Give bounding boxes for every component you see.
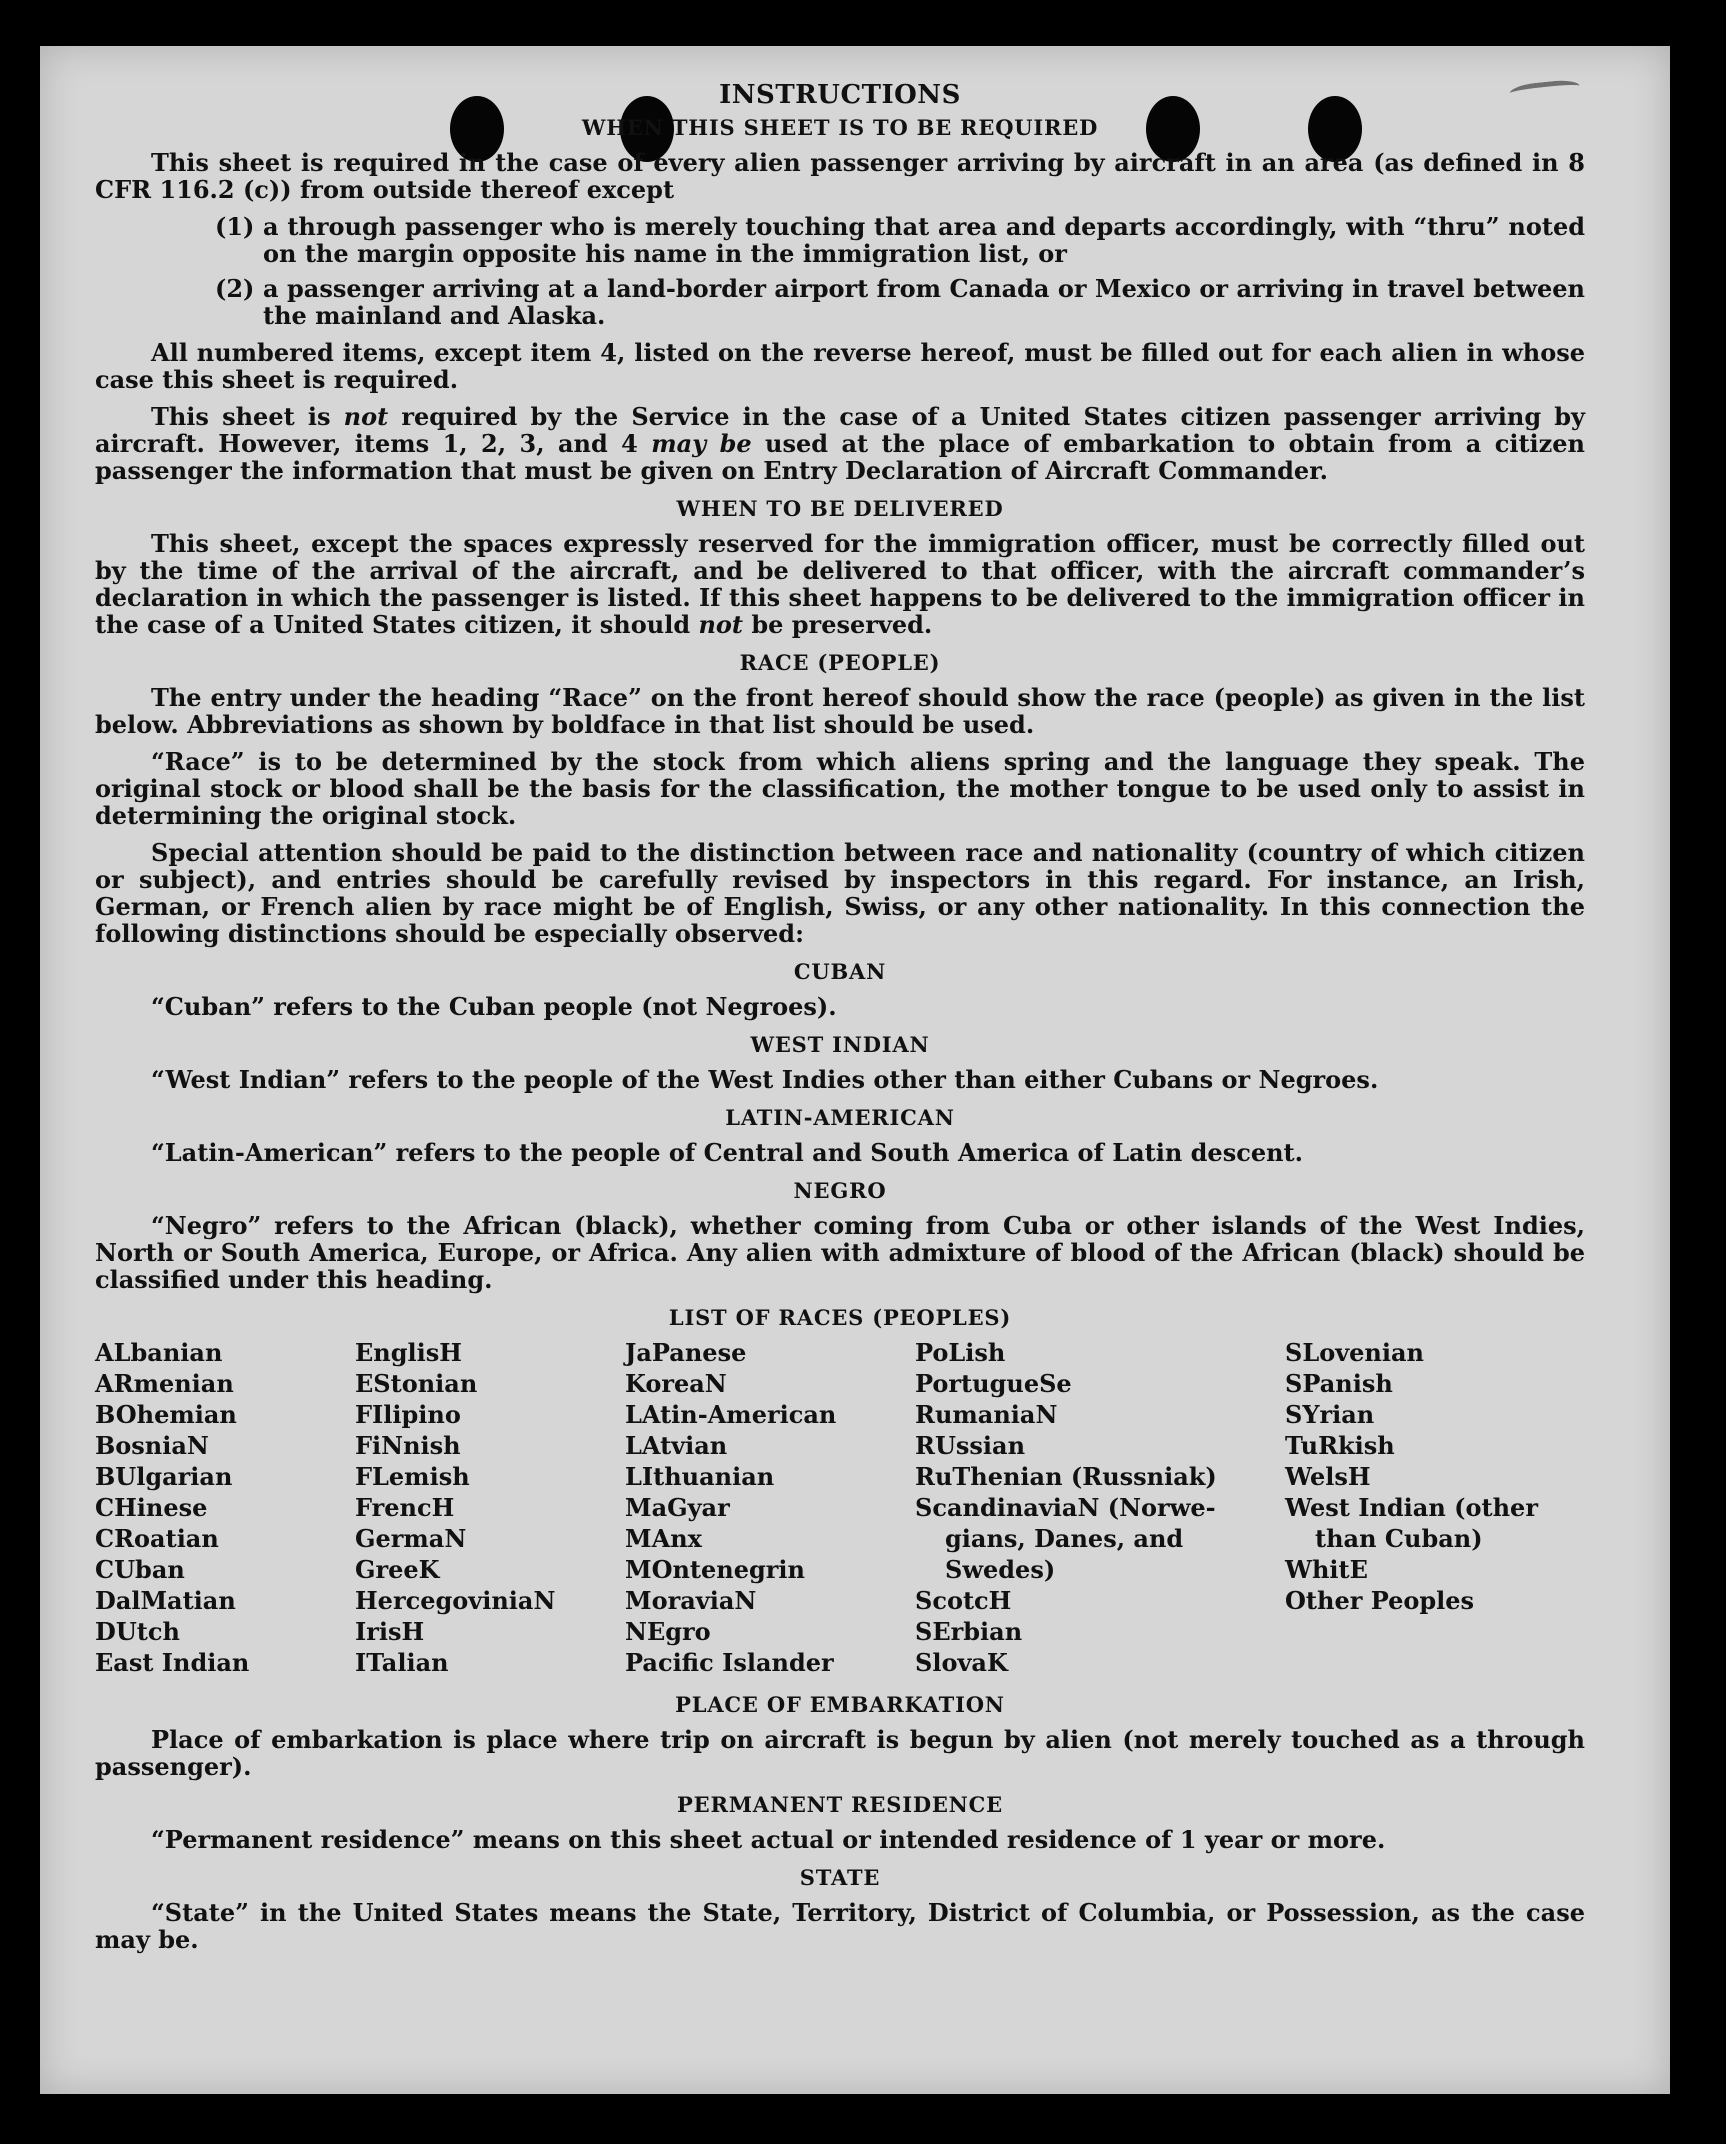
race-entry: MAnx — [625, 1524, 702, 1553]
race-list-heading: LIST OF RACES (PEOPLES) — [668, 1305, 1012, 1330]
race-entry: LIthuanian — [625, 1462, 775, 1491]
race-entry: HercegoviniaN — [355, 1586, 556, 1615]
race-entry: ARmenian — [95, 1369, 234, 1398]
race-entry: ScotcH — [915, 1586, 1012, 1615]
race-entry: GermaN — [355, 1524, 467, 1553]
exception-text: a passenger arriving at a land-border airport from Canada or Mexico or arriving in travel between the mainland and Alaska. — [263, 274, 1585, 330]
race-entry: FiNnish — [355, 1431, 461, 1460]
definition-heading: NEGRO — [793, 1178, 887, 1203]
race-entry: LAtin-American — [625, 1400, 837, 1429]
exception-number: (2) — [215, 274, 255, 303]
race-entry: MoraviaN — [625, 1586, 757, 1615]
race-entry: RUssian — [915, 1431, 1026, 1460]
race-entry: GreeK — [355, 1555, 440, 1584]
race-column — [95, 1339, 355, 1680]
citizen-text: This sheet is — [151, 402, 344, 431]
race-entry: East Indian — [95, 1648, 250, 1677]
citizen-paragraph — [95, 403, 1585, 484]
race-entry: West Indian (other — [1285, 1493, 1538, 1522]
required-intro: This sheet is required in the case of every alien passenger arriving by aircraft in an area (as defined in 8 CFR 116.2 (c)) from outside thereof except — [95, 148, 1585, 204]
definition-text: “Negro” refers to the African (black), whether coming from Cuba or other islands of the West Indies, North or South America, Europe, or Africa. Any alien with admixture of blood of the African (black) should be classified under this heading. — [95, 1211, 1585, 1294]
race-entry: DalMatian — [95, 1586, 236, 1615]
race-entry: NEgro — [625, 1617, 711, 1646]
race-entry: MaGyar — [625, 1493, 730, 1522]
race-entry: MOntenegrin — [625, 1555, 805, 1584]
citizen-emphasis: not — [343, 402, 389, 431]
race-entry: ALbanian — [95, 1338, 223, 1367]
definition-text: “West Indian” refers to the people of the West Indies other than either Cubans or Negroes. — [151, 1065, 1379, 1094]
race-entry: Swedes) — [945, 1555, 1056, 1584]
exception-item — [215, 275, 1585, 329]
race-entry: FrencH — [355, 1493, 455, 1522]
page-title: INSTRUCTIONS — [719, 80, 961, 110]
race-paragraph: “Race” is to be determined by the stock from which aliens spring and the language they speak. The original stock or blood shall be the basis for the classification, the mother tongue to be used only to assist in determining the original stock. — [95, 747, 1585, 830]
race-entry: BOhemian — [95, 1400, 237, 1429]
definition-heading: CUBAN — [793, 959, 887, 984]
exception-text: a through passenger who is merely touching that area and departs accordingly, with “thru” noted on the margin opposite his name in the immigration list, or — [263, 212, 1585, 268]
race-entry: CHinese — [95, 1493, 208, 1522]
definition-text: “Cuban” refers to the Cuban people (not Negroes). — [151, 992, 837, 1021]
state-paragraph: “State” in the United States means the State, Territory, District of Columbia, or Possession, as the case may be. — [95, 1898, 1585, 1954]
race-entry: FIlipino — [355, 1400, 461, 1429]
delivered-text: This sheet, except the spaces expressly reserved for the immigration officer, must be correctly filled out by the time of the arrival of the aircraft, and be delivered to that officer, with the aircraft commander’s declaration in which the passenger is listed. If this sheet happens to be delivered to the immigration officer in the case of a United States citizen, it should — [95, 529, 1585, 639]
race-entry: DUtch — [95, 1617, 180, 1646]
section-heading-residence: PERMANENT RESIDENCE — [677, 1792, 1003, 1817]
race-entry: gians, Danes, and — [945, 1524, 1184, 1553]
race-entry: Pacific Islander — [625, 1648, 834, 1677]
section-heading-delivered: WHEN TO BE DELIVERED — [676, 496, 1004, 521]
race-column — [625, 1339, 915, 1680]
race-paragraph: Special attention should be paid to the distinction between race and nationality (country of which citizen or subject), and entries should be carefully revised by inspectors in this regard. For instance, an Irish, German, or French alien by race might be of English, Swiss, or any other nationality. In this connection the following distinctions should be especially observed: — [95, 838, 1585, 948]
race-column — [915, 1339, 1285, 1680]
race-paragraph: The entry under the heading “Race” on the front hereof should show the race (people) as given in the list below. Abbreviations as shown by boldface in that list should be used. — [95, 683, 1585, 739]
race-entry: SErbian — [915, 1617, 1023, 1646]
delivered-emphasis: not — [698, 610, 744, 639]
delivered-paragraph — [95, 530, 1585, 638]
race-entry: CUban — [95, 1555, 185, 1584]
race-entry: ITalian — [355, 1648, 449, 1677]
race-column — [1285, 1339, 1585, 1680]
citizen-text: required by the Service in the case of a United States citizen passenger arriving by aircraft. However, items 1, 2, 3, and 4 — [95, 402, 1585, 458]
section-heading-race: RACE (PEOPLE) — [739, 650, 941, 675]
race-entry: WelsH — [1285, 1462, 1371, 1491]
race-entry: SLovenian — [1285, 1338, 1424, 1367]
race-entry: BUlgarian — [95, 1462, 233, 1491]
definition-heading: LATIN-AMERICAN — [725, 1105, 955, 1130]
instructions-body — [95, 75, 1585, 1963]
section-heading-embarkation: PLACE OF EMBARKATION — [675, 1692, 1005, 1717]
race-list — [95, 1339, 1585, 1680]
race-entry: RumaniaN — [915, 1400, 1058, 1429]
definition-text: “Latin-American” refers to the people of Central and South America of Latin descent. — [151, 1138, 1303, 1167]
section-heading-state: STATE — [799, 1865, 881, 1890]
section-heading-required: WHEN THIS SHEET IS TO BE REQUIRED — [581, 115, 1099, 140]
citizen-text: used at the place of embarkation to obtain from a citizen passenger the information that must be given on Entry Declaration of Aircraft Commander. — [95, 429, 1586, 485]
exception-item — [215, 213, 1585, 267]
residence-paragraph: “Permanent residence” means on this sheet actual or intended residence of 1 year or more. — [151, 1825, 1386, 1854]
race-entry: ScandinaviaN (Norwe- — [915, 1493, 1216, 1522]
definition-heading: WEST INDIAN — [750, 1032, 930, 1057]
race-entry: than Cuban) — [1315, 1524, 1483, 1553]
race-entry: WhitE — [1285, 1555, 1368, 1584]
race-entry: PoLish — [915, 1338, 1006, 1367]
race-entry: JaPanese — [625, 1338, 747, 1367]
race-entry: BosniaN — [95, 1431, 209, 1460]
race-entry: RuThenian (Russniak) — [915, 1462, 1217, 1491]
race-entry: KoreaN — [625, 1369, 727, 1398]
delivered-text: be preserved. — [743, 610, 933, 639]
race-entry: SlovaK — [915, 1648, 1008, 1677]
embarkation-paragraph: Place of embarkation is place where trip on aircraft is begun by alien (not merely touched as a through passenger). — [95, 1725, 1585, 1781]
race-entry: EStonian — [355, 1369, 478, 1398]
numbered-items-paragraph: All numbered items, except item 4, listed on the reverse hereof, must be filled out for each alien in whose case this sheet is required. — [95, 338, 1585, 394]
exception-number: (1) — [215, 212, 255, 241]
race-entry: IrisH — [355, 1617, 425, 1646]
race-entry: EnglisH — [355, 1338, 462, 1367]
race-entry: SPanish — [1285, 1369, 1393, 1398]
race-entry: LAtvian — [625, 1431, 728, 1460]
race-entry: CRoatian — [95, 1524, 219, 1553]
race-entry: FLemish — [355, 1462, 470, 1491]
race-entry: PortugueSe — [915, 1369, 1072, 1398]
exceptions-list — [95, 213, 1585, 329]
race-entry: TuRkish — [1285, 1431, 1395, 1460]
race-entry: Other Peoples — [1285, 1586, 1475, 1615]
race-column — [355, 1339, 625, 1680]
citizen-emphasis: may be — [651, 429, 752, 458]
race-entry: SYrian — [1285, 1400, 1375, 1429]
